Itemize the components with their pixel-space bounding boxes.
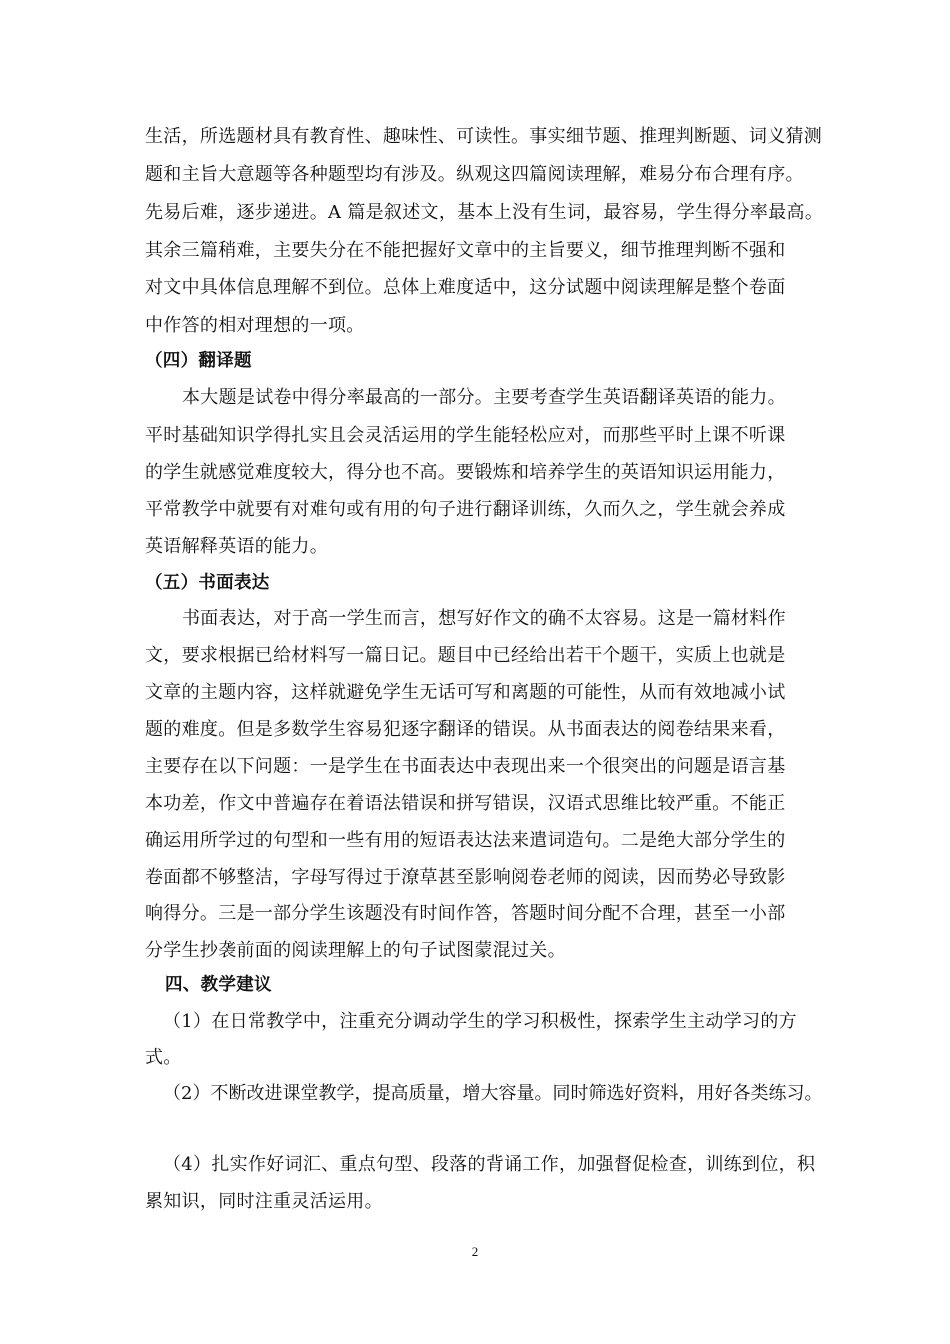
paragraph-line: 确运用所学过的句型和一些有用的短语表达法来遣词造句。二是绝大部分学生的 [145, 830, 786, 851]
paragraph-line: 分学生抄袭前面的阅读理解上的句子试图蒙混过关。 [145, 940, 566, 961]
paragraph-line: 文章的主题内容，这样就避免学生无话可写和离题的可能性，从而有效地减小试 [145, 682, 786, 703]
paragraph-line: 书面表达，对于高一学生而言，想写好作文的确不太容易。这是一篇材料作 [182, 608, 786, 629]
paragraph-line: 题的难度。但是多数学生容易犯逐字翻译的错误。从书面表达的阅卷结果来看， [145, 719, 786, 740]
paragraph-line: 其余三篇稍难，主要失分在不能把握好文章中的主旨要义，细节推理判断不强和 [145, 240, 786, 261]
suggestion-item-continuation: 式。 [145, 1047, 182, 1068]
paragraph-line: 平时基础知识学得扎实且会灵活运用的学生能轻松应对，而那些平时上课不听课 [145, 425, 786, 446]
paragraph-line: 对文中具体信息理解不到位。总体上难度适中，这分试题中阅读理解是整个卷面 [145, 277, 786, 298]
paragraph-line: 平常教学中就要有对难句或有用的句子进行翻译训练，久而久之，学生就会养成 [145, 499, 786, 520]
paragraph-line: 卷面都不够整洁，字母写得过于潦草甚至影响阅卷老师的阅读，因而势必导致影 [145, 867, 786, 888]
suggestion-item: （1）在日常教学中，注重充分调动学生的学习积极性，探索学生主动学习的方 [163, 1011, 797, 1032]
paragraph-line: 主要存在以下问题：一是学生在书面表达中表现出来一个很突出的问题是语言基 [145, 756, 786, 777]
suggestion-item: （2）不断改进课堂教学，提高质量，增大容量。同时筛选好资料，用好各类练习。 [163, 1083, 823, 1104]
suggestion-item-continuation: 累知识，同时注重灵活运用。 [145, 1191, 383, 1212]
section-heading-writing: （五）书面表达 [145, 573, 270, 593]
paragraph-line: 题和主旨大意题等各种题型均有涉及。纵观这四篇阅读理解，难易分布合理有序。 [145, 164, 804, 185]
section-heading-suggestions: 四、教学建议 [165, 975, 272, 995]
paragraph-line: 英语解释英语的能力。 [145, 536, 328, 557]
paragraph-line: 的学生就感觉难度较大，得分也不高。要锻炼和培养学生的英语知识运用能力， [145, 462, 786, 483]
paragraph-line: 响得分。三是一部分学生该题没有时间作答，答题时间分配不合理，甚至一小部 [145, 903, 786, 924]
paragraph-line: 先易后难，逐步递进。A 篇是叙述文，基本上没有生词，最容易，学生得分率最高。 [145, 202, 824, 223]
section-heading-translation: （四）翻译题 [145, 351, 252, 371]
suggestion-item: （4）扎实作好词汇、重点句型、段落的背诵工作，加强督促检查，训练到位，积 [163, 1154, 816, 1175]
paragraph-line: 文，要求根据已给材料写一篇日记。题目中已经给出若干个题干，实质上也就是 [145, 645, 786, 666]
paragraph-line: 中作答的相对理想的一项。 [145, 315, 365, 336]
paragraph-line: 本大题是试卷中得分率最高的一部分。主要考查学生英语翻译英语的能力。 [182, 387, 786, 408]
paragraph-line: 本功差，作文中普遍存在着语法错误和拼写错误，汉语式思维比较严重。不能正 [145, 793, 786, 814]
page-number: 2 [471, 1244, 479, 1259]
paragraph-line: 生活，所选题材具有教育性、趣味性、可读性。事实细节题、推理判断题、词义猜测 [145, 126, 823, 147]
